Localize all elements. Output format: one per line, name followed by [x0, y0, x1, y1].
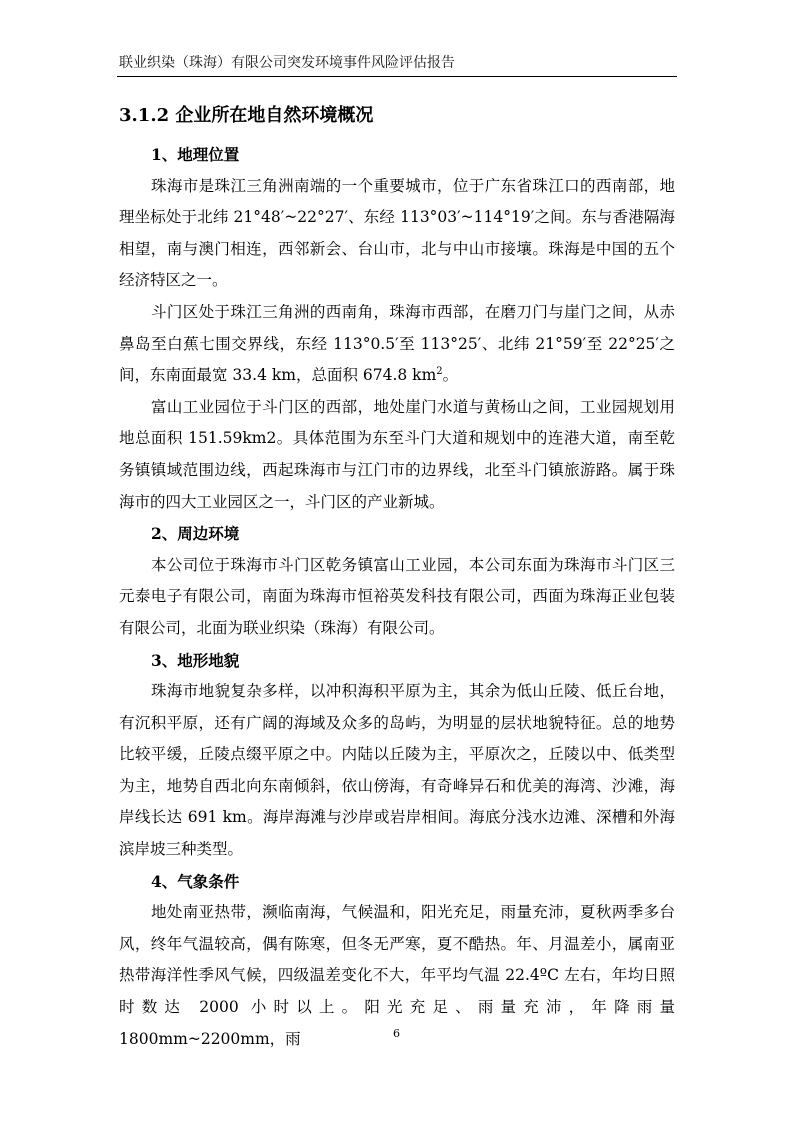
paragraph-terrain-1: 珠海市地貌复杂多样，以冲积海积平原为主，其余为低山丘陵、低丘台地，有沉积平原，还有广阔的海域及众多的岛屿，为明显的层状地貌特征。总的地势比较平缓，丘陵点缀平原之中。内陆以丘陵为主，平原次之，丘陵以中、低类型为主，地势自西北向东南倾斜，依山傍海，有奇峰异石和优美的海湾、沙滩，海岸线长达 691 km。海岸海滩与沙岸或岩岸相间。海底分浅水边滩、深槽和外海滨岸坡三种类型。 [119, 682, 675, 859]
paragraph-location-3: 富山工业园位于斗门区的西部，地处崖门水道与黄杨山之间，工业园规划用地总面积 151.59km2。具体范围为东至斗门大道和规划中的连港大道，南至乾务镇镇域范围边线，西起珠海市与江门市的边界线，北至斗门镇旅游路。属于珠海市的四大工业园区之一，斗门区的产业新城。 [119, 397, 675, 511]
paragraph-surroundings-1: 本公司位于珠海市斗门区乾务镇富山工业园，本公司东面为珠海市斗门区三元泰电子有限公司，南面为珠海市恒裕英发科技有限公司，西面为珠海正业包装有限公司，北面为联业织染（珠海）有限公司。 [119, 555, 675, 637]
paragraph-location-2 [119, 297, 675, 392]
paragraph-climate-1: 地处南亚热带，濒临南海，气候温和，阳光充足，雨量充沛，夏秋两季多台风，终年气温较高，偶有陈寒，但冬无严寒，夏不酷热。年、月温差小，属南亚热带海洋性季风气候，四级温差变化不大，年平均气温 22.4ºC 左右，年均日照时数达 2000 小时以上。阳光充足、雨量充沛，年降雨量 1800mm~2200mm，雨 [119, 903, 675, 1048]
page-header: 联业织染（珠海）有限公司突发环境事件风险评估报告 [119, 55, 455, 71]
paragraph-location-2-text: 斗门区处于珠江三角洲的西南角，珠海市西部，在磨刀门与崖门之间，从赤鼻岛至白蕉七围交界线，东经 113°0.5′至 113°25′、北纬 21°59′至 22°25′之间，东南面最宽 33.4 km，总面积 674.8 km [119, 302, 675, 385]
superscript-squared: 2 [436, 366, 443, 377]
subsection-heading-surroundings: 2、周边环境 [151, 524, 240, 544]
document-body [119, 101, 675, 1055]
subsection-heading-terrain: 3、地形地貌 [151, 650, 240, 670]
paragraph-location-2-end: 。 [442, 366, 459, 385]
section-title: 3.1.2 企业所在地自然环境概况 [119, 105, 374, 126]
subsection-heading-climate: 4、气象条件 [151, 871, 240, 891]
header-divider [117, 76, 677, 77]
subsection-heading-location: 1、地理位置 [151, 145, 240, 164]
paragraph-location-1: 珠海市是珠江三角洲南端的一个重要城市，位于广东省珠江口的西南部，地理坐标处于北纬 21°48′~22°27′、东经 113°03′~114°19′之间。东与香港隔海相望，南与澳门相连，西邻新会、台山市，北与中山市接壤。珠海是中国的五个经济特区之一。 [119, 176, 675, 290]
page-number: 6 [393, 1027, 400, 1040]
